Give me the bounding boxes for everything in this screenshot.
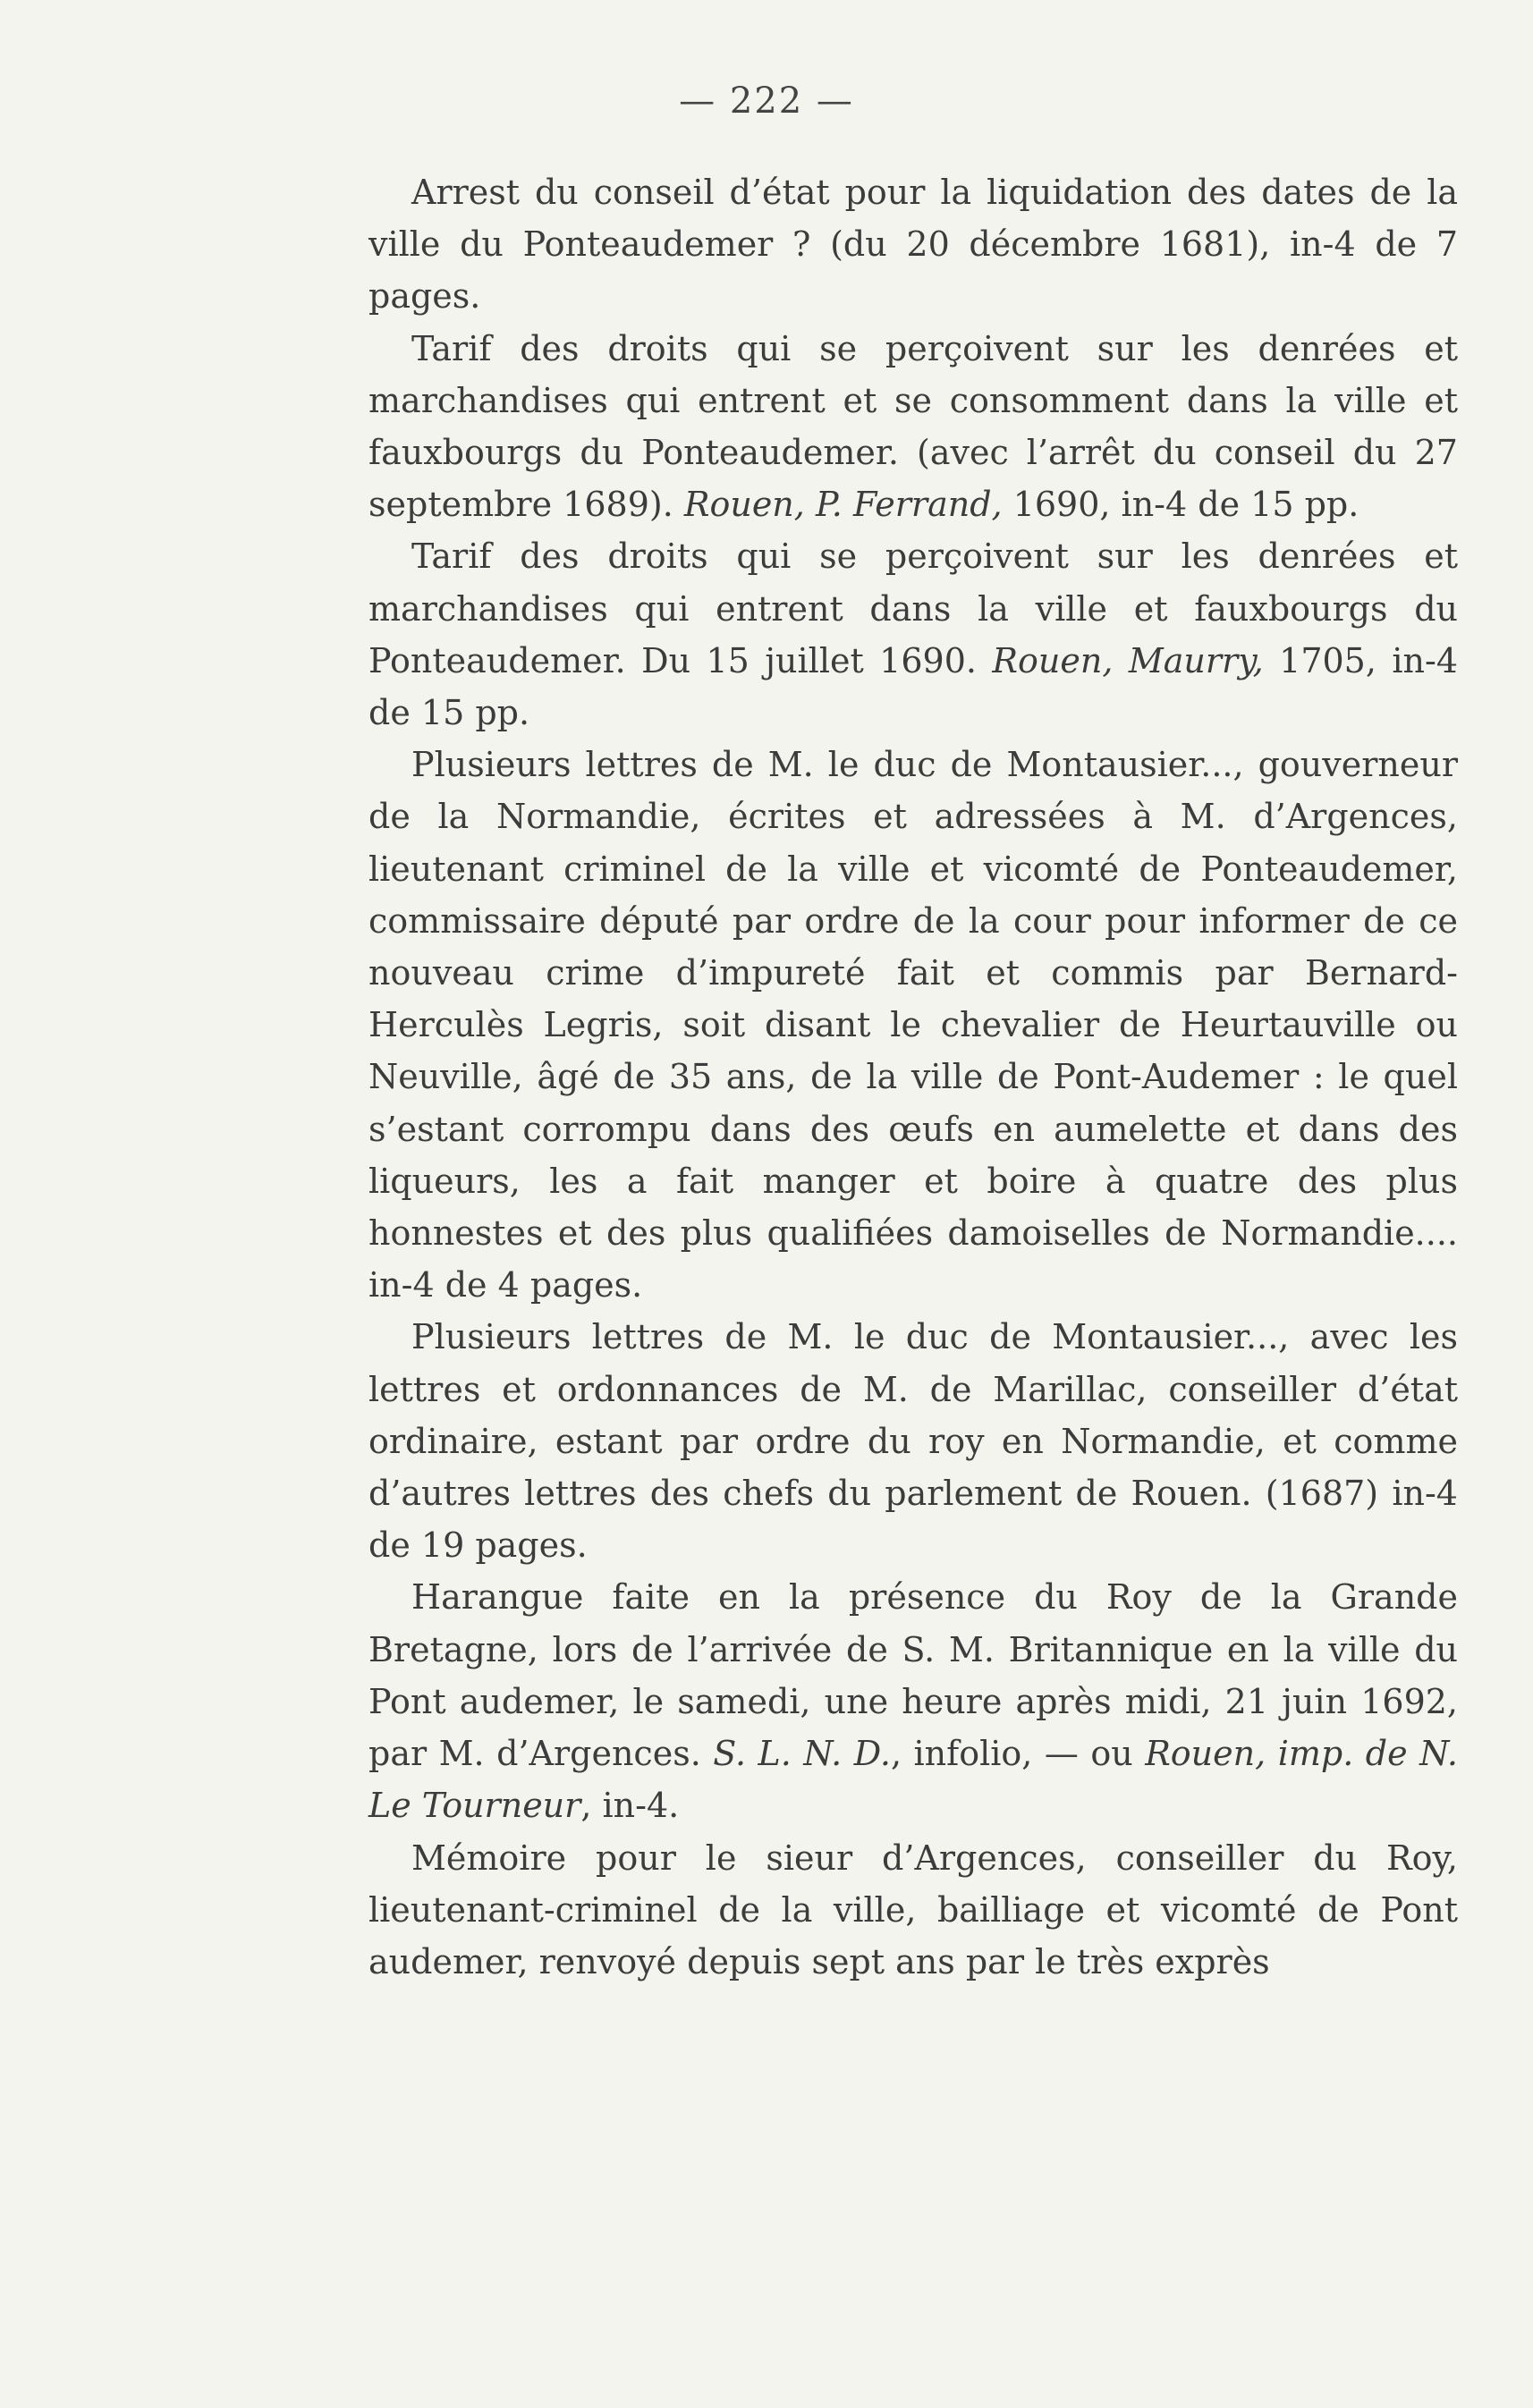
bibliography-entry xyxy=(368,166,1458,323)
entry-text: Plusieurs lettres de M. le duc de Montausier..., gouverneur de la Normandie, écrites et adressées à M. d’Argences, lieutenant criminel de la ville et vicomté de Ponteaudemer, commissaire député par ordre de la cour pour informer de ce nouveau crime d’impureté fait et commis par Bernard-Herculès Legris, soit disant le chevalier de Heurtauville ou Neuville, âgé de 35 ans, de la ville de Pont-Audemer : le quel s’estant corrompu dans des œufs en aumelette et dans des liqueurs, les a fait manger et boire à quatre des plus honnestes et des plus qualifiées damoiselles de Normandie.... in-4 de 4 pages. xyxy=(368,745,1458,1305)
entry-text: Harangue faite en la présence du Roy de la Grande Bretagne, lors de l’arrivée de S. M. Britannique en la ville du Pont audemer, le samedi, une heure après midi, 21 juin 1692, par M. d’Argences. xyxy=(368,1577,1458,1774)
entry-text: , in-4. xyxy=(580,1786,680,1826)
entry-text: Plusieurs lettres de M. le duc de Montausier..., avec les lettres et ordonnances de M. de Marillac, conseiller d’état ordinaire, estant par ordre du roy en Normandie, et comme d’autres lettres des chefs du parlement de Rouen. (1687) in-4 de 19 pages. xyxy=(368,1317,1458,1566)
bibliography-entry xyxy=(368,1311,1458,1571)
page-number: — 222 — xyxy=(679,80,854,122)
entry-text: , infolio, — ou xyxy=(890,1734,1146,1774)
entry-text: Mémoire pour le sieur d’Argences, conseiller du Roy, lieutenant-criminel de la ville, bailliage et vicomté de Pont audemer, renvoyé depuis sept ans par le très exprès xyxy=(368,1838,1458,1981)
publisher-italic: Rouen, Maurry, xyxy=(992,640,1264,680)
entry-text: Tarif des droits qui se perçoivent sur les denrées et marchandises qui entrent et se consomment dans la ville et fauxbourgs du Ponteaudemer. (avec l’arrêt du conseil du 27 septembre 1689). xyxy=(368,328,1458,525)
publisher-italic: Rouen, P. Ferrand, xyxy=(683,485,1003,525)
bibliography-entry xyxy=(368,530,1458,739)
entry-text: Tarif des droits qui se perçoivent sur les denrées et marchandises qui entrent dans la ville et fauxbourgs du Ponteaudemer. Du 15 juillet 1690. xyxy=(368,537,1458,680)
publisher-italic: Rouen, imp. de N. Le Tourneur xyxy=(368,1734,1458,1826)
entry-text: 1690, in-4 de 15 pp. xyxy=(1002,485,1359,525)
bibliography-entry xyxy=(368,739,1458,1311)
bibliography-entry xyxy=(368,1832,1458,1989)
bibliography-entry xyxy=(368,1571,1458,1831)
entry-text: Arrest du conseil d’état pour la liquidation des dates de la ville du Ponteaudemer ? (du 20 décembre 1681), in-4 de 7 pages. xyxy=(368,173,1458,317)
publisher-italic: S. L. N. D. xyxy=(713,1734,891,1774)
bibliography-entry xyxy=(368,323,1458,531)
bibliography-text xyxy=(368,166,1458,1988)
entry-text: 1705, in-4 de 15 pp. xyxy=(368,640,1458,733)
